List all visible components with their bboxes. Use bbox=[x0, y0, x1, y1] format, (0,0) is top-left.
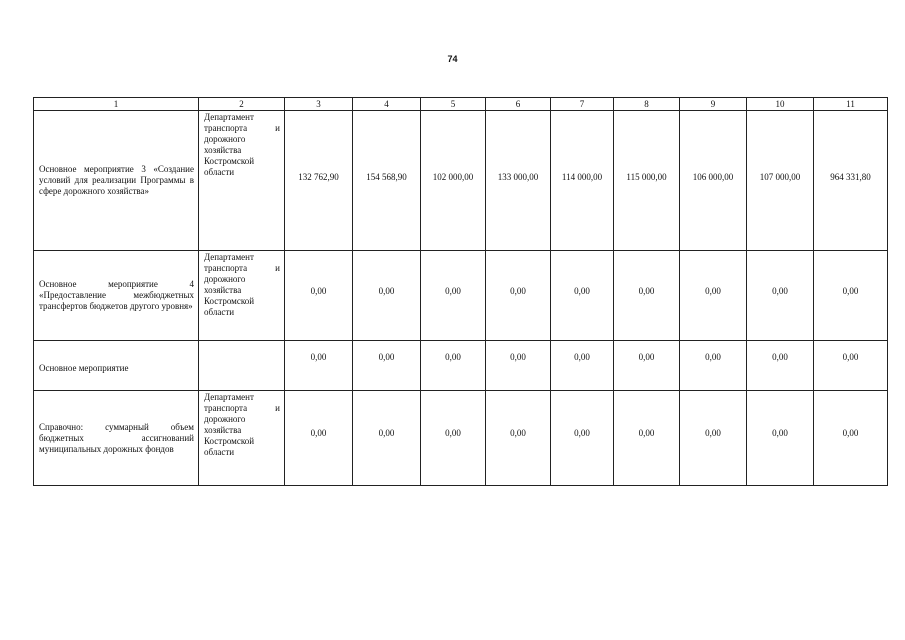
responsible-cell: Департамент транспорта и дорожного хозяйства Костромской области bbox=[199, 391, 285, 486]
table-row bbox=[34, 251, 888, 341]
value-cell bbox=[747, 251, 814, 341]
column-header-5: 5 bbox=[421, 98, 486, 111]
value-cell bbox=[680, 391, 747, 486]
budget-table bbox=[33, 97, 888, 486]
column-header-9: 9 bbox=[680, 98, 747, 111]
column-header-4: 4 bbox=[353, 98, 421, 111]
page-number: 74 bbox=[447, 54, 458, 64]
value-text: 0,00 bbox=[378, 428, 395, 438]
value-text: 0,00 bbox=[638, 352, 655, 362]
value-cell bbox=[486, 341, 551, 391]
column-header-7: 7 bbox=[551, 98, 614, 111]
responsible-cell bbox=[199, 341, 285, 391]
activity-name-cell: Справочно: суммарный объем бюджетных ассигнований муниципальных дорожных фондов bbox=[34, 391, 199, 486]
value-cell bbox=[353, 251, 421, 341]
value-cell bbox=[747, 391, 814, 486]
column-header-6: 6 bbox=[486, 98, 551, 111]
value-text: 107 000,00 bbox=[759, 172, 801, 182]
value-cell bbox=[814, 111, 888, 251]
value-text: 0,00 bbox=[510, 286, 526, 296]
value-cell bbox=[551, 391, 614, 486]
value-cell bbox=[353, 111, 421, 251]
value-text: 0,00 bbox=[772, 286, 788, 296]
value-text: 0,00 bbox=[445, 352, 461, 362]
value-text: 0,00 bbox=[705, 428, 721, 438]
value-text: 106 000,00 bbox=[692, 172, 734, 182]
value-text: 0,00 bbox=[510, 428, 526, 438]
value-text: 0,00 bbox=[574, 352, 590, 362]
value-cell bbox=[486, 391, 551, 486]
value-cell bbox=[353, 341, 421, 391]
value-cell bbox=[551, 251, 614, 341]
value-text: 0,00 bbox=[842, 286, 859, 296]
value-text: 0,00 bbox=[842, 428, 859, 438]
value-cell bbox=[614, 391, 680, 486]
value-text: 0,00 bbox=[445, 428, 461, 438]
value-text: 0,00 bbox=[310, 428, 327, 438]
responsible-cell: Департамент транспорта и дорожного хозяйства Костромской области bbox=[199, 111, 285, 251]
activity-name-cell: Основное мероприятие 3 «Создание условий для реализации Программы в сфере дорожного хозяйства» bbox=[34, 111, 199, 251]
value-text: 0,00 bbox=[772, 352, 788, 362]
column-header-11: 11 bbox=[814, 98, 888, 111]
value-cell bbox=[747, 341, 814, 391]
value-cell bbox=[551, 341, 614, 391]
value-text: 0,00 bbox=[705, 352, 721, 362]
value-text: 964 331,80 bbox=[830, 172, 871, 182]
value-text: 0,00 bbox=[705, 286, 721, 296]
value-text: 133 000,00 bbox=[497, 172, 539, 182]
value-text: 0,00 bbox=[638, 286, 655, 296]
value-text: 0,00 bbox=[772, 428, 788, 438]
value-cell bbox=[421, 251, 486, 341]
responsible-cell: Департамент транспорта и дорожного хозяйства Костромской области bbox=[199, 251, 285, 341]
value-text: 132 762,90 bbox=[298, 172, 339, 182]
value-text: 114 000,00 bbox=[561, 172, 603, 182]
header-row bbox=[34, 98, 888, 111]
value-text: 0,00 bbox=[638, 428, 655, 438]
value-text: 0,00 bbox=[378, 286, 395, 296]
value-text: 0,00 bbox=[445, 286, 461, 296]
value-cell bbox=[680, 111, 747, 251]
value-cell bbox=[614, 251, 680, 341]
value-text: 0,00 bbox=[510, 352, 526, 362]
table-row bbox=[34, 391, 888, 486]
value-cell bbox=[680, 341, 747, 391]
activity-name-cell: Основное мероприятие 4 «Предоставление межбюджетных трансфертов бюджетов другого уровня» bbox=[34, 251, 199, 341]
value-cell bbox=[285, 391, 353, 486]
value-cell bbox=[814, 391, 888, 486]
value-text: 115 000,00 bbox=[626, 172, 667, 182]
value-cell bbox=[747, 111, 814, 251]
column-header-3: 3 bbox=[285, 98, 353, 111]
value-cell bbox=[421, 111, 486, 251]
value-text: 102 000,00 bbox=[432, 172, 474, 182]
value-cell bbox=[551, 111, 614, 251]
value-cell bbox=[285, 341, 353, 391]
column-header-8: 8 bbox=[614, 98, 680, 111]
value-text: 0,00 bbox=[378, 352, 395, 362]
value-text: 0,00 bbox=[310, 352, 327, 362]
value-cell bbox=[614, 341, 680, 391]
value-text: 154 568,90 bbox=[366, 172, 407, 182]
table-row bbox=[34, 341, 888, 391]
value-cell bbox=[614, 111, 680, 251]
column-header-2: 2 bbox=[199, 98, 285, 111]
table-row bbox=[34, 111, 888, 251]
value-cell bbox=[285, 251, 353, 341]
value-cell bbox=[421, 391, 486, 486]
value-text: 0,00 bbox=[310, 286, 327, 296]
value-cell bbox=[285, 111, 353, 251]
value-cell bbox=[421, 341, 486, 391]
value-cell bbox=[814, 251, 888, 341]
value-text: 0,00 bbox=[574, 428, 590, 438]
column-header-1: 1 bbox=[34, 98, 199, 111]
value-cell bbox=[680, 251, 747, 341]
value-text: 0,00 bbox=[842, 352, 859, 362]
value-cell bbox=[814, 341, 888, 391]
value-cell bbox=[486, 251, 551, 341]
value-cell bbox=[486, 111, 551, 251]
value-text: 0,00 bbox=[574, 286, 590, 296]
column-header-10: 10 bbox=[747, 98, 814, 111]
activity-name-cell: Основное мероприятие bbox=[34, 341, 199, 391]
value-cell bbox=[353, 391, 421, 486]
